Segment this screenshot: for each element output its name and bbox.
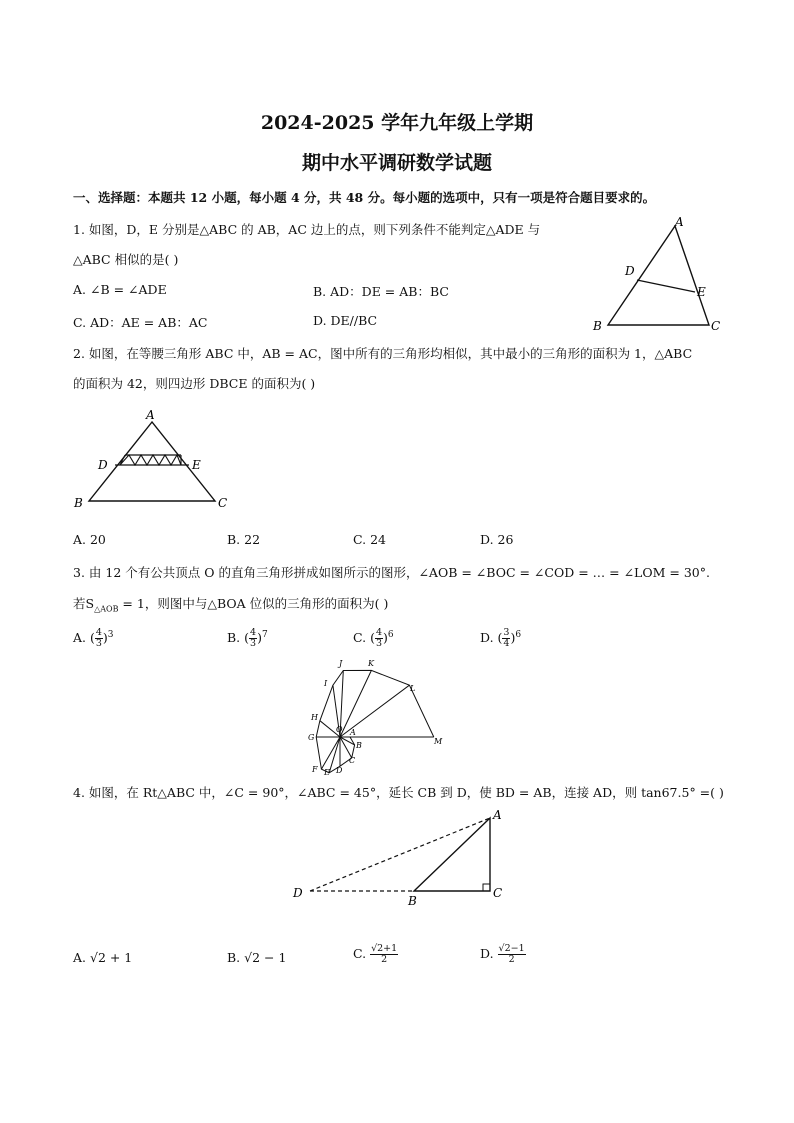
q4-c-den: 2 [381,954,388,965]
q3-c-den: 3 [375,638,382,649]
q2-zigzag [120,455,181,465]
q3-label-o: O [336,725,343,734]
q4-label-b: B [408,894,417,908]
q3-d-exp: 6 [515,629,522,640]
q1-stem-line2: △ABC 相似的是( ) [73,252,179,267]
q3-label-k: K [368,659,374,668]
q2-label-d: D [98,458,108,472]
section-heading: 一、选择题：本题共 12 小题，每小题 4 分，共 48 分。每小题的选项中，只有一项是符合题目要求的。 [73,190,656,205]
q4-segment-da [310,818,490,891]
q2-figure [70,405,240,510]
q3-c-open: C. ( [353,630,375,645]
q3-d-open: D. ( [480,630,503,645]
q3-a-fraction [95,628,103,649]
q3-option-d [480,628,521,649]
q3-c-num: 4 [375,627,382,638]
q1-label-d: D [625,264,635,278]
exam-title-line1: 2024-2025 学年九年级上学期 [260,112,534,134]
q3-c-close: ) [383,630,388,645]
q3-option-b [227,628,268,649]
q4-figure [285,805,515,910]
q1-option-b: B. AD：DE = AB：BC [313,284,449,299]
q1-label-a: A [675,215,684,229]
q4-stem-line1: 4. 如图，在 Rt△ABC 中，∠C = 90°，∠ABC = 45°，延长 CB 到 D，使 BD = AB，连接 AD，则 tan67.5° =( ) [73,785,724,800]
q3-label-m: M [434,737,443,746]
q2-option-b: B. 22 [227,532,261,547]
q4-d-fraction [498,944,526,965]
q3-label-b: B [356,741,362,750]
q3-label-i: I [324,679,328,688]
q1-label-e: E [697,285,706,299]
q3-label-c: C [349,756,356,765]
q1-option-a: A. ∠B = ∠ADE [73,282,167,297]
q3-label-g: G [308,733,315,742]
q3-b-open: B. ( [227,630,250,645]
q2-option-c: C. 24 [353,532,386,547]
q4-d-prefix: D. [480,946,498,961]
q4-option-c [353,944,398,965]
q4-c-num: √2+1 [371,943,398,954]
q1-figure [585,212,725,337]
q3-c-exp: 6 [387,629,394,640]
q3-a-open: A. ( [73,630,95,645]
q4-option-b: B. √2 − 1 [227,950,287,965]
q1-stem-line1: 1. 如图，D，E 分别是△ABC 的 AB，AC 边上的点，则下列条件不能判定△ADE 与 [73,222,541,237]
q2-option-d: D. 26 [480,532,514,547]
q4-triangle-abc [414,818,490,891]
q3-label-l: L [410,684,416,693]
q4-c-fraction [370,944,398,965]
q2-label-a: A [146,408,155,422]
q4-d-num: √2−1 [498,943,525,954]
q3-s-prefix: 若S [73,596,95,611]
q4-option-a: A. √2 + 1 [73,950,133,965]
q4-label-d: D [293,886,303,900]
q3-figure [270,652,470,780]
q3-b-den: 3 [250,638,257,649]
q3-s-subscript: △AOB [94,604,119,614]
q3-d-num: 3 [503,627,510,638]
q3-label-h: H [311,713,318,722]
q4-d-den: 2 [508,954,515,965]
q3-option-c [353,628,394,649]
q3-label-e: E [324,768,330,777]
q3-d-den: 4 [503,638,510,649]
q1-label-c: C [711,319,721,333]
q3-option-a [73,628,114,649]
q3-b-close: ) [257,630,262,645]
q4-right-angle-mark [483,884,490,891]
q2-stem-line1: 2. 如图，在等腰三角形 ABC 中，AB = AC，图中所有的三角形均相似，其中最小的三角形的面积为 1，△ABC [73,346,693,361]
q3-stem-line2 [73,594,388,614]
q3-b-fraction [249,628,257,649]
q2-label-e: E [192,458,201,472]
q3-label-d: D [336,766,343,775]
q1-segment-de [637,280,695,292]
q3-a-exp: 3 [107,629,114,640]
q3-a-den: 3 [95,638,102,649]
q1-option-c: C. AD：AE = AB：AC [73,315,208,330]
q1-label-b: B [593,319,602,333]
q3-label-a: A [350,728,356,737]
q4-label-c: C [493,886,503,900]
q4-label-a: A [493,808,502,822]
q3-b-num: 4 [250,627,257,638]
q2-label-c: C [218,496,228,510]
exam-title-line2: 期中水平调研数学试题 [301,152,492,174]
q1-triangle-abc [608,226,709,325]
q1-option-d: D. DE//BC [313,313,378,328]
q4-option-d [480,944,526,965]
q2-label-b: B [74,496,83,510]
q3-label-f: F [312,765,318,774]
q3-a-num: 4 [95,627,102,638]
q3-label-j: J [339,659,343,668]
q3-stem-line1: 3. 由 12 个有公共顶点 O 的直角三角形拼成如图所示的图形，∠AOB = ∠BOC = ∠COD = … = ∠LOM = 30°. [73,565,710,580]
q2-option-a: A. 20 [73,532,106,547]
q3-s-suffix: = 1，则图中与△BOA 位似的三角形的面积为( ) [118,596,389,611]
q3-c-fraction [375,628,383,649]
q2-stem-line2: 的面积为 42，则四边形 DBCE 的面积为( ) [73,376,316,391]
q3-d-close: ) [510,630,516,645]
q4-c-prefix: C. [353,946,371,961]
q3-a-close: ) [102,630,108,645]
q3-b-exp: 7 [261,629,268,640]
